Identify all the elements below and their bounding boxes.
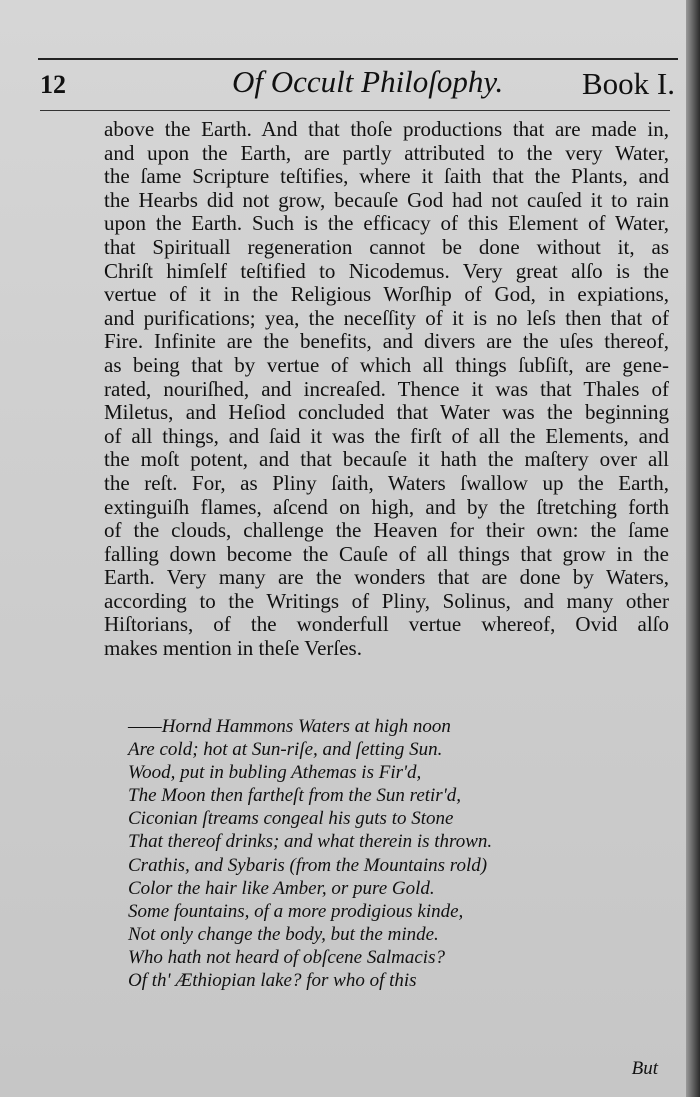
body-line: as being that by vertue of which all things ſubſiſt, are gene- xyxy=(104,352,669,377)
body-line: according to the Writings of Pliny, Solinus, and many other xyxy=(104,588,669,613)
header-rule xyxy=(40,110,670,111)
body-line: the Hearbs did not grow, becauſe God had not cauſed it to rain xyxy=(104,187,669,212)
body-line: extinguiſh flames, aſcend on high, and by the ſtretching forth xyxy=(104,494,669,519)
body-paragraph xyxy=(104,118,669,661)
page-number: 12 xyxy=(40,70,66,99)
body-line: the moſt potent, and that becauſe it hath the maſtery over all xyxy=(104,447,669,472)
body-line: that Spirituall regeneration cannot be done without it, as xyxy=(104,234,669,259)
catchword: But xyxy=(631,1058,658,1079)
body-line: Fire. Infinite are the benefits, and divers are the uſes thereof, xyxy=(104,329,669,354)
body-line: of the clouds, challenge the Heaven for their own: the ſame xyxy=(104,518,669,543)
body-line: makes mention in theſe Verſes. xyxy=(104,636,362,661)
verse-line: Not only change the body, but the minde. xyxy=(128,923,439,945)
verse-line: Crathis, and Sybaris (from the Mountains rold) xyxy=(128,854,488,876)
body-line: and upon the Earth, are partly attributed to the very Water, xyxy=(104,140,669,165)
verse-line: ——Hornd Hammons Waters at high noon xyxy=(128,716,451,737)
body-line: the ſame Scripture teſtifies, where it ſaith that the Plants, and xyxy=(104,164,669,189)
verse-line: Ciconian ſtreams congeal his guts to Stone xyxy=(128,808,454,830)
verse-line: Wood, put in bubling Athemas is Fir'd, xyxy=(128,762,422,784)
verse-line: The Moon then fartheſt from the Sun retir'd, xyxy=(128,785,462,807)
verse-line: Who hath not heard of obſcene Salmacis? xyxy=(128,946,445,968)
body-line: vertue of it in the Religious Worſhip of God, in expiations, xyxy=(104,282,669,307)
body-line: upon the Earth. Such is the efficacy of this Element of Water, xyxy=(104,211,669,236)
page-edge-shadow xyxy=(686,0,700,1097)
top-rule xyxy=(38,58,678,60)
verse-line: Of th' Æthiopian lake? for who of this xyxy=(128,970,417,992)
verse-line: Are cold; hot at Sun-riſe, and ſetting Sun. xyxy=(128,739,443,761)
verse-block xyxy=(128,715,548,992)
book-label: Book I. xyxy=(582,66,675,101)
body-line: falling down become the Cauſe of all things that grow in the xyxy=(104,541,669,566)
body-line: and purifications; yea, the neceſſity of it is no leſs then that of xyxy=(104,305,669,330)
verse-line: That thereof drinks; and what therein is thrown. xyxy=(128,831,493,853)
body-line: Earth. Very many are the wonders that are done by Waters, xyxy=(104,565,669,590)
verse-line: Some fountains, of a more prodigious kinde, xyxy=(128,900,464,922)
body-line: above the Earth. And that thoſe productions that are made in, xyxy=(104,117,669,141)
body-line: Chriſt himſelf teſtified to Nicodemus. Very great alſo is the xyxy=(104,258,669,283)
body-line: of all things, and ſaid it was the firſt of all the Elements, and xyxy=(104,423,669,448)
body-line: Hiſtorians, of the wonderfull vertue whereof, Ovid alſo xyxy=(104,612,669,637)
running-header xyxy=(40,64,675,108)
body-line: the reſt. For, as Pliny ſaith, Waters ſwallow up the Earth, xyxy=(104,470,669,495)
running-title: Of Occult Philoſophy. xyxy=(232,64,504,99)
body-line: rated, nouriſhed, and increaſed. Thence it was that Thales of xyxy=(104,376,669,401)
body-line: Miletus, and Heſiod concluded that Water was the beginning xyxy=(104,400,669,425)
verse-line: Color the hair like Amber, or pure Gold. xyxy=(128,877,435,899)
